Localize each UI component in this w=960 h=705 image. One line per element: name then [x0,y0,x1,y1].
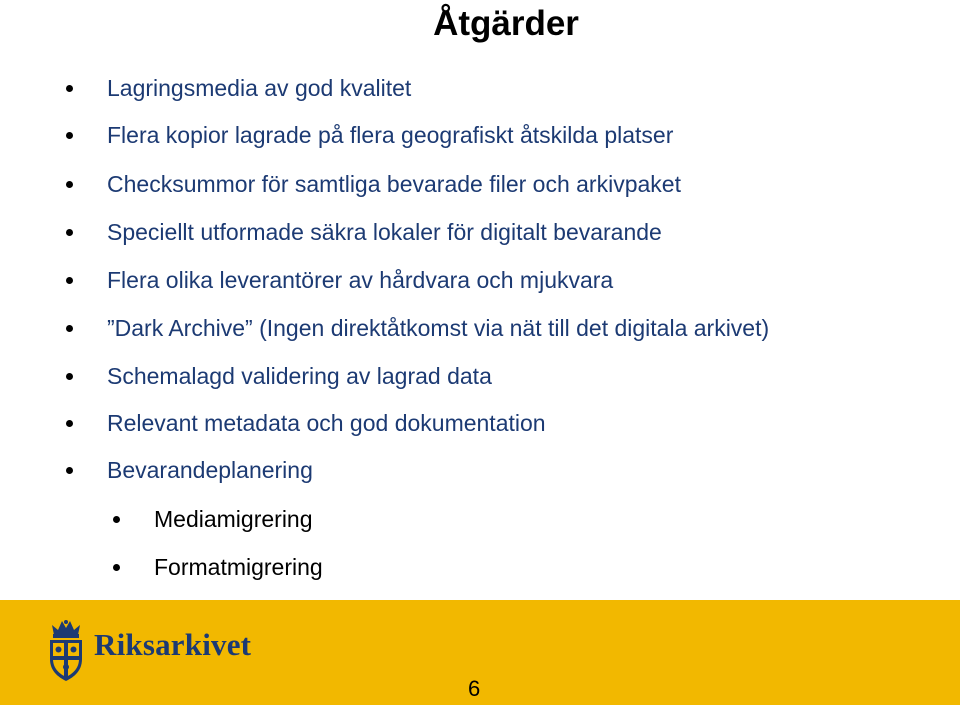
logo-text: Riksarkivet [94,627,252,662]
bullet-text: Lagringsmedia av god kvalitet [107,75,412,101]
bullet-item [107,409,546,437]
bullet-text: Flera olika leverantörer av hårdvara och mjukvara [107,267,614,293]
bullet-item [107,456,313,484]
bullet-dot [66,373,73,380]
bullet-item [107,74,411,102]
crest-icon [44,619,88,685]
slide-title: Åtgärder [433,4,579,43]
bullet-text: Bevarandeplanering [107,457,313,483]
bullet-dot [113,564,120,571]
bullet-text: Checksummor för samtliga bevarade filer och arkivpaket [107,171,681,197]
bullet-dot [66,85,73,92]
bullet-text: Speciellt utformade säkra lokaler för digitalt bevarande [107,219,662,245]
bullet-dot [66,277,73,284]
bullet-dot [66,181,73,188]
bullet-item [107,266,613,294]
sub-bullet-item [154,553,323,581]
riksarkivet-logo [44,615,274,685]
bullet-dot [66,420,73,427]
page-number: 6 [468,676,481,701]
footer-bar [0,600,960,705]
bullet-dot [66,132,73,139]
bullet-item [107,362,492,390]
sub-bullet-item [154,505,313,533]
bullet-text: ”Dark Archive” (Ingen direktåtkomst via nät till det digitala arkivet) [107,315,770,341]
bullet-dot [66,467,73,474]
bullet-item [107,314,769,342]
bullet-item [107,170,681,198]
bullet-dot [66,325,73,332]
bullet-item [107,218,662,246]
bullet-dot [113,516,120,523]
bullet-text: Mediamigrering [154,506,313,532]
bullet-text: Formatmigrering [154,554,323,580]
bullet-text: Schemalagd validering av lagrad data [107,363,492,389]
bullet-item [107,121,673,149]
bullet-text: Relevant metadata och god dokumentation [107,410,546,436]
bullet-dot [66,229,73,236]
bullet-text: Flera kopior lagrade på flera geografiskt åtskilda platser [107,122,674,148]
